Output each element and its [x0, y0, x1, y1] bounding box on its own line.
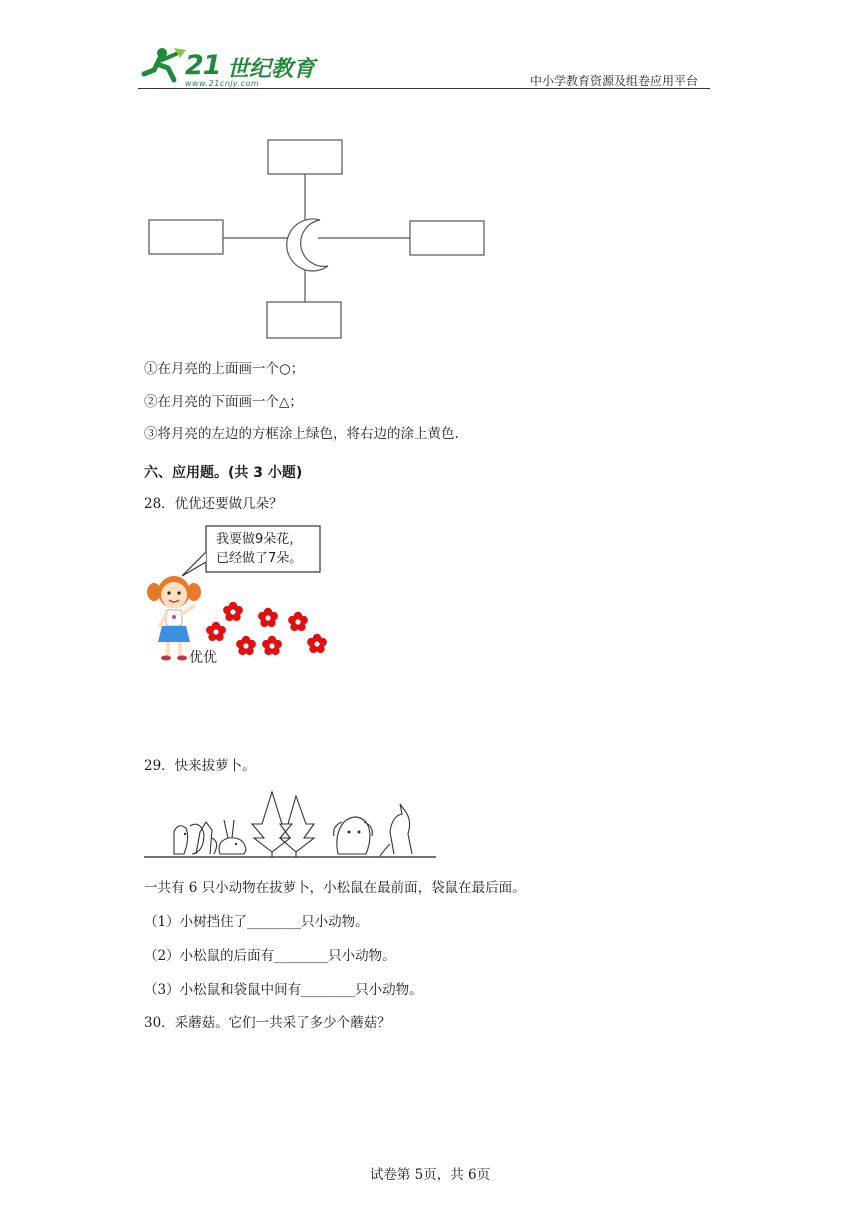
q30-question: 30．采蘑菇。它们一共采了多少个蘑菇？ — [144, 1015, 391, 1031]
q27-instruction-2: ②在月亮的下面画一个△； — [144, 394, 303, 410]
top-box — [268, 140, 342, 174]
bubble-line-2: 已经做了7朵。 — [216, 551, 303, 566]
header-divider — [138, 88, 710, 89]
runner-logo-icon — [140, 46, 188, 86]
q29-sub-3: （3）小松鼠和袋鼠中间有________只小动物。 — [144, 982, 423, 998]
section-title: 六、应用题。(共 3 小题) — [144, 465, 303, 481]
q29-sub-1: （1）小树挡住了________只小动物。 — [144, 914, 369, 930]
bottom-box — [267, 302, 341, 338]
q29-sub-2: （2）小松鼠的后面有________只小动物。 — [144, 948, 396, 964]
right-box — [410, 221, 484, 255]
rabbit-icon — [219, 820, 246, 854]
q29-question: 29．快来拔萝卜。 — [144, 758, 256, 774]
platform-name: 中小学教育资源及组卷应用平台 — [530, 74, 699, 88]
flowers-group — [200, 598, 340, 664]
moon-icon — [287, 219, 328, 271]
q29-intro: 一共有 6 只小动物在拔萝卜，小松鼠在最前面，袋鼠在最后面。 — [144, 880, 526, 896]
flower-icon — [307, 634, 327, 653]
left-box — [149, 220, 223, 254]
q27-instruction-1: ①在月亮的上面画一个○； — [144, 361, 305, 377]
flower-icon — [206, 622, 226, 641]
flower-icon — [262, 636, 282, 655]
q27-instruction-3: ③将月亮的左边的方框涂上绿色，将右边的涂上黄色. — [144, 426, 459, 442]
girl-name-label: 优优 — [189, 650, 217, 666]
flower-icon — [236, 636, 256, 655]
q28-question: 28．优优还要做几朵？ — [144, 496, 283, 512]
flower-icon — [258, 608, 278, 627]
flower-icon — [223, 602, 243, 621]
dog-icon — [334, 817, 373, 854]
page-footer: 试卷第 5页，共 6页 — [369, 1167, 491, 1183]
tree-icon — [252, 792, 292, 858]
fox-icon — [196, 822, 217, 854]
kangaroo-icon — [380, 804, 412, 856]
logo-url: www.21cnjy.com — [185, 79, 260, 88]
logo-number: 21 — [185, 50, 221, 81]
logo-name: 世纪教育 — [227, 57, 316, 82]
pulling-radish-scene — [144, 782, 440, 862]
moon-boxes-diagram — [140, 132, 500, 342]
bubble-line-1: 我要做9朵花， — [216, 532, 303, 547]
tree-icon — [280, 796, 314, 858]
flower-icon — [288, 612, 308, 631]
squirrel-icon — [174, 824, 204, 854]
